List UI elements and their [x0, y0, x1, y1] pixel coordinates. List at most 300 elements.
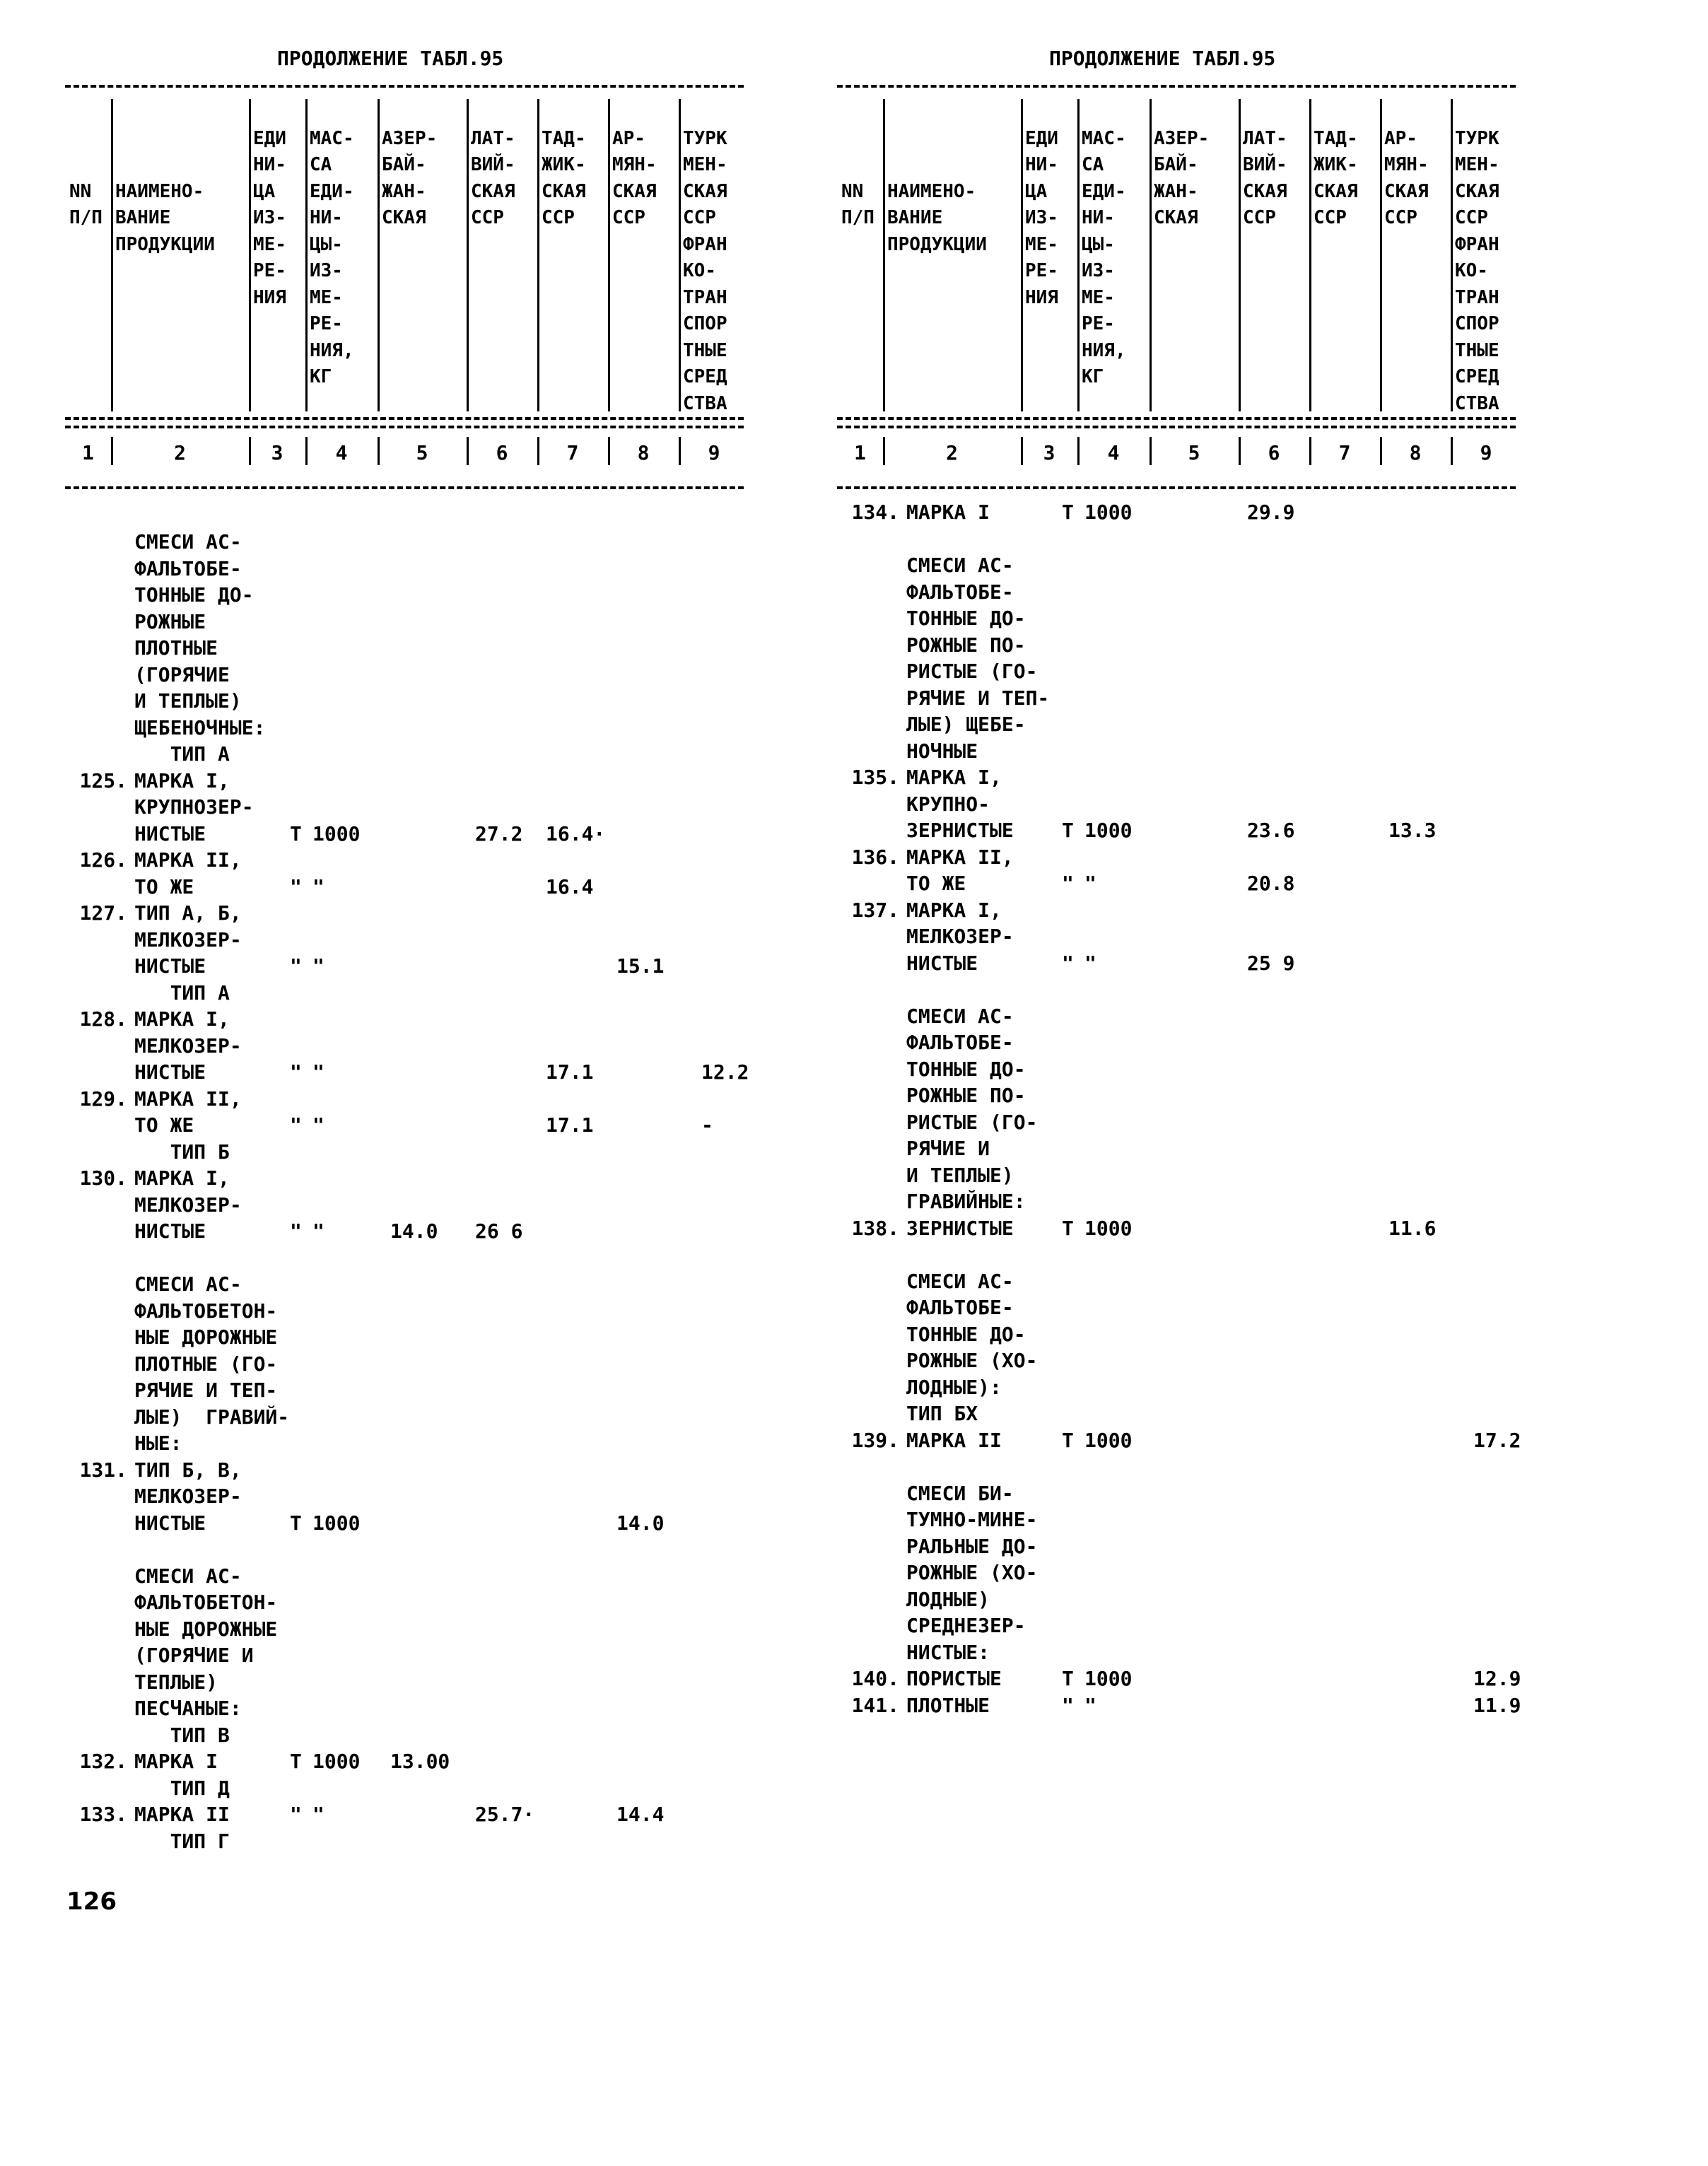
- table-row: [65, 1642, 814, 1669]
- table-row: [65, 1165, 814, 1192]
- header-divider: [111, 99, 113, 411]
- table-rule-line: [837, 417, 1516, 420]
- table-row: [837, 1188, 1586, 1215]
- row-name: СМЕСИ АС-: [906, 554, 1014, 577]
- table-row: [65, 1695, 814, 1722]
- row-name: РЯЧИЕ И ТЕП-: [134, 1378, 278, 1402]
- row-name: МАРКА I,: [134, 1166, 230, 1190]
- column-number: 7: [566, 441, 579, 464]
- row-num: 130.: [79, 1166, 127, 1190]
- row-tm: 12.2: [701, 1060, 749, 1084]
- table-row: [65, 662, 814, 689]
- table-row: [65, 635, 814, 662]
- table-row: [837, 1427, 1586, 1454]
- row-name: МАРКА II,: [134, 1087, 242, 1111]
- row-mass: ": [1084, 872, 1096, 895]
- column-header-tm: ТУРК МЕН- СКАЯ ССР ФРАН КО- ТРАН СПОР ТНЫЕ СРЕД СТВА: [683, 127, 727, 414]
- table-row: [837, 1162, 1586, 1189]
- row-name: ПЕСЧАНЫЕ:: [134, 1697, 242, 1720]
- table-row: [837, 658, 1586, 685]
- column-header-mass: МАС- СА ЕДИ- НИ- ЦЫ- ИЗ- МЕ- РЕ- НИЯ, КГ: [1082, 127, 1126, 387]
- row-name: ПЛОТНЫЕ (ГО-: [134, 1352, 278, 1376]
- row-name: НЫЕ ДОРОЖНЫЕ: [134, 1617, 278, 1641]
- header-divider: [378, 99, 380, 411]
- continuation-title: ПРОДОЛЖЕНИЕ ТАБЛ.95: [1049, 47, 1276, 70]
- table-row: [837, 950, 1586, 977]
- row-az: 14.0: [390, 1219, 438, 1243]
- header-divider: [537, 99, 539, 411]
- row-name: СМЕСИ АС-: [906, 1269, 1014, 1293]
- header-divider: [1021, 99, 1023, 411]
- row-name: НЫЕ:: [134, 1432, 182, 1455]
- column-number: 6: [1268, 441, 1280, 464]
- table-row: [65, 847, 814, 874]
- table-row: [837, 1559, 1586, 1586]
- table-row: [837, 923, 1586, 950]
- row-unit: ": [290, 1803, 302, 1826]
- table-row: [65, 1059, 814, 1086]
- table-row: [837, 1533, 1586, 1560]
- column-header-nn: NN П/П: [69, 180, 103, 228]
- column-number: 3: [1043, 441, 1055, 464]
- row-unit: ": [1062, 872, 1074, 895]
- row-num: 133.: [79, 1803, 127, 1826]
- table-row: [837, 552, 1586, 579]
- row-num: 139.: [851, 1428, 899, 1452]
- header-divider: [1451, 99, 1453, 411]
- header-divider: [679, 99, 681, 411]
- column-number: 1: [82, 441, 94, 464]
- table-row: [837, 1400, 1586, 1427]
- column-number: 2: [174, 441, 186, 464]
- table-row: [65, 529, 814, 556]
- table-row: [65, 1139, 814, 1166]
- row-name: РИСТЫЕ (ГО-: [906, 660, 1038, 683]
- table-row: [837, 791, 1586, 818]
- row-tm: -: [701, 1113, 713, 1137]
- table-row: [837, 605, 1586, 632]
- column-header-name: НАИМЕНО- ВАНИЕ ПРОДУКЦИИ: [115, 180, 215, 255]
- table-row: [65, 1430, 814, 1457]
- column-header-unit: ЕДИ НИ- ЦА ИЗ- МЕ- РЕ- НИЯ: [1025, 127, 1058, 308]
- table-row: [65, 1457, 814, 1484]
- table-row: [65, 768, 814, 795]
- table-row: [65, 980, 814, 1007]
- row-name: СМЕСИ АС-: [906, 1004, 1014, 1028]
- column-header-az: АЗЕР- БАЙ- ЖАН- СКАЯ: [1154, 127, 1210, 228]
- table-row: [837, 711, 1586, 738]
- row-mass: ": [1084, 951, 1096, 975]
- table-rule-line: [65, 486, 744, 489]
- row-name: НЫЕ ДОРОЖНЫЕ: [134, 1325, 278, 1349]
- row-mass: 1000: [1084, 1667, 1133, 1690]
- row-num: 125.: [79, 768, 127, 792]
- table-row: [65, 1218, 814, 1245]
- row-num: 132.: [79, 1750, 127, 1773]
- row-unit: Т: [1062, 1667, 1074, 1690]
- row-name: ТИП Г: [134, 1829, 230, 1853]
- row-az: 13.00: [390, 1750, 450, 1773]
- row-name: МАРКА II,: [906, 845, 1014, 869]
- table-row: [837, 817, 1586, 844]
- row-name: ПОРИСТЫЕ: [906, 1667, 1002, 1690]
- row-mass: 1000: [312, 821, 361, 845]
- row-name: МЕЛКОЗЕР-: [134, 1034, 242, 1058]
- row-name: И ТЕПЛЫЕ): [906, 1163, 1014, 1187]
- row-mass: 1000: [312, 1511, 361, 1535]
- row-name: РЯЧИЕ И ТЕП-: [906, 686, 1050, 710]
- column-number: 7: [1338, 441, 1351, 464]
- row-name: ТИП А: [134, 742, 230, 766]
- table-row: [837, 1374, 1586, 1401]
- row-unit: ": [290, 1219, 302, 1243]
- table-row: [65, 715, 814, 742]
- row-name: ТОННЫЕ ДО-: [906, 607, 1026, 630]
- row-name: МАРКА I,: [906, 898, 1002, 922]
- column-header-lv: ЛАТ- ВИЙ- СКАЯ ССР: [471, 127, 515, 228]
- table-row: [837, 1666, 1586, 1692]
- row-lv: 29.9: [1247, 500, 1295, 524]
- row-name: НИСТЫЕ: [134, 821, 206, 845]
- row-num: 126.: [79, 848, 127, 872]
- row-name: ТОННЫЕ ДО-: [134, 583, 254, 607]
- row-name: МЕЛКОЗЕР-: [906, 925, 1014, 948]
- column-number: 8: [637, 441, 650, 464]
- column-number: 8: [1409, 441, 1422, 464]
- table-row: [65, 1589, 814, 1616]
- table-row: [65, 1192, 814, 1219]
- header-divider: [608, 99, 610, 411]
- column-number: 6: [496, 441, 508, 464]
- column-header-az: АЗЕР- БАЙ- ЖАН- СКАЯ: [382, 127, 438, 228]
- row-name: НИСТЫЕ: [134, 1060, 206, 1084]
- table-row: [837, 1639, 1586, 1666]
- header-divider: [1077, 99, 1080, 411]
- row-name: ЛОДНЫЕ):: [906, 1375, 1002, 1399]
- row-name: ТО ЖЕ: [906, 872, 966, 895]
- table-row: [837, 1215, 1586, 1242]
- row-mass: 1000: [1084, 1216, 1133, 1240]
- row-name: РИСТЫЕ (ГО-: [906, 1110, 1038, 1134]
- row-name: МЕЛКОЗЕР-: [134, 1193, 242, 1217]
- table-row: [65, 1006, 814, 1033]
- table-row: [65, 582, 814, 609]
- row-unit: ": [290, 1060, 302, 1084]
- row-name: ЩЕБЕНОЧНЫЕ:: [134, 715, 266, 739]
- row-name: ЛОДНЫЕ): [906, 1587, 990, 1611]
- row-num: 127.: [79, 901, 127, 925]
- row-name: ФАЛЬТОБЕТОН-: [134, 1299, 278, 1323]
- table-row: [65, 1563, 814, 1590]
- row-name: ТИП Б, В,: [134, 1458, 242, 1482]
- table-row: [65, 1271, 814, 1298]
- row-name: ТИП А, Б,: [134, 901, 242, 925]
- row-name: ЗЕРНИСТЫЕ: [906, 1216, 1014, 1240]
- column-header-mass: МАС- СА ЕДИ- НИ- ЦЫ- ИЗ- МЕ- РЕ- НИЯ, КГ: [310, 127, 354, 387]
- row-name: КРУПНОЗЕР-: [134, 795, 254, 819]
- table-row: [837, 844, 1586, 871]
- table-row: [837, 1347, 1586, 1374]
- row-name: ЛЫЕ) ГРАВИЙ-: [134, 1405, 290, 1429]
- table-row: [837, 1321, 1586, 1348]
- row-unit: Т: [290, 1750, 302, 1773]
- column-header-tj: ТАД- ЖИК- СКАЯ ССР: [1314, 127, 1358, 228]
- row-unit: ": [1062, 1693, 1074, 1717]
- table-row: [65, 1112, 814, 1139]
- table-row: [837, 1506, 1586, 1533]
- row-lv: 27.2: [475, 821, 523, 845]
- table-row: [65, 1298, 814, 1325]
- row-name: СМЕСИ АС-: [134, 1272, 242, 1296]
- header-divider: [249, 99, 251, 411]
- row-tm: 12.9: [1473, 1667, 1521, 1690]
- row-name: (ГОРЯЧИЕ И: [134, 1644, 254, 1667]
- table-rule-line: [65, 85, 744, 88]
- table-rule-line: [837, 486, 1516, 489]
- row-name: ТОННЫЕ ДО-: [906, 1057, 1026, 1081]
- row-name: ПЛОТНЫЕ: [906, 1693, 990, 1717]
- row-mass: ": [1084, 1693, 1096, 1717]
- table-row: [837, 632, 1586, 659]
- column-header-name: НАИМЕНО- ВАНИЕ ПРОДУКЦИИ: [887, 180, 987, 255]
- row-name: СРЕДНЕЗЕР-: [906, 1614, 1026, 1637]
- row-tm: 11.9: [1473, 1693, 1521, 1717]
- table-row: [837, 738, 1586, 765]
- header-divider: [1309, 99, 1311, 411]
- row-num: 128.: [79, 1007, 127, 1031]
- row-unit: ": [290, 874, 302, 898]
- row-name: КРУПНО-: [906, 792, 990, 816]
- row-name: РОЖНЫЕ (ХО-: [906, 1561, 1038, 1584]
- table-row: [65, 1351, 814, 1378]
- table-row: [65, 794, 814, 821]
- table-rule-line: [65, 426, 744, 428]
- continuation-title: ПРОДОЛЖЕНИЕ ТАБЛ.95: [277, 47, 504, 70]
- row-num: 140.: [851, 1667, 899, 1690]
- row-name: НИСТЫЕ:: [906, 1640, 990, 1664]
- row-name: РАЛЬНЫЕ ДО-: [906, 1534, 1038, 1558]
- table-row: [837, 1056, 1586, 1083]
- row-name: ТОННЫЕ ДО-: [906, 1322, 1026, 1346]
- table-row: [65, 953, 814, 980]
- table-rule-line: [65, 417, 744, 420]
- header-divider: [467, 99, 469, 411]
- row-num: 131.: [79, 1458, 127, 1482]
- table-row: [837, 1268, 1586, 1295]
- table-row: [65, 1086, 814, 1113]
- row-name: ГРАВИЙНЫЕ:: [906, 1190, 1026, 1213]
- row-name: МАРКА II,: [134, 848, 242, 872]
- table-row: [65, 900, 814, 927]
- column-number: 9: [708, 441, 720, 464]
- row-num: 135.: [851, 766, 899, 789]
- header-divider: [305, 99, 308, 411]
- row-name: ПЛОТНЫЕ: [134, 636, 218, 660]
- table-row: [65, 1483, 814, 1510]
- row-name: НОЧНЫЕ: [906, 739, 978, 763]
- table-row: [837, 1612, 1586, 1639]
- column-number: 5: [1188, 441, 1200, 464]
- row-name: МАРКА I: [134, 1750, 218, 1773]
- table-row: [837, 685, 1586, 712]
- table-row: [65, 1828, 814, 1855]
- row-unit: Т: [290, 1511, 302, 1535]
- column-header-nn: NN П/П: [841, 180, 875, 228]
- column-header-tm: ТУРК МЕН- СКАЯ ССР ФРАН КО- ТРАН СПОР ТНЫЕ СРЕД СТВА: [1455, 127, 1499, 414]
- row-name: ЗЕРНИСТЫЕ: [906, 819, 1014, 842]
- row-mass: ": [312, 1060, 324, 1084]
- row-name: МАРКА I,: [906, 766, 1002, 789]
- table-row: [65, 1404, 814, 1431]
- row-mass: 1000: [1084, 1428, 1133, 1452]
- column-number: 5: [416, 441, 428, 464]
- column-number: 4: [1107, 441, 1120, 464]
- row-num: 136.: [851, 845, 899, 869]
- row-tj: 16.4·: [546, 821, 606, 845]
- row-lv: 20.8: [1247, 872, 1295, 895]
- column-header-lv: ЛАТ- ВИЙ- СКАЯ ССР: [1243, 127, 1287, 228]
- row-name: ФАЛЬТОБЕ-: [906, 1031, 1014, 1054]
- row-name: И ТЕПЛЫЕ): [134, 689, 242, 713]
- column-number: 4: [335, 441, 348, 464]
- row-mass: ": [312, 1219, 324, 1243]
- table-row: [837, 1135, 1586, 1162]
- table-row: [837, 870, 1586, 897]
- row-name: РОЖНЫЕ: [134, 609, 206, 633]
- table-row: [65, 1775, 814, 1802]
- row-num: 129.: [79, 1087, 127, 1111]
- row-lv: 23.6: [1247, 819, 1295, 842]
- row-lv: 26 6: [475, 1219, 523, 1243]
- table-row: [837, 764, 1586, 791]
- row-mass: 1000: [312, 1750, 361, 1773]
- row-name: НИСТЫЕ: [906, 951, 978, 975]
- column-number: 2: [946, 441, 958, 464]
- row-mass: ": [312, 874, 324, 898]
- page-number: 126: [66, 1887, 117, 1916]
- row-mass: ": [312, 1803, 324, 1826]
- row-name: МЕЛКОЗЕР-: [134, 1485, 242, 1508]
- left-table-column: [0, 0, 806, 2166]
- row-name: МАРКА I,: [134, 1007, 230, 1031]
- column-number: 1: [854, 441, 866, 464]
- table-row: [65, 1616, 814, 1643]
- table-row: [65, 1510, 814, 1537]
- row-name: РОЖНЫЕ ПО-: [906, 1084, 1026, 1107]
- row-tm: 17.2: [1473, 1428, 1521, 1452]
- header-divider: [883, 99, 885, 411]
- row-name: РЯЧИЕ И: [906, 1137, 990, 1160]
- table-row: [65, 821, 814, 848]
- row-num: 138.: [851, 1216, 899, 1240]
- column-header-am: АР- МЯН- СКАЯ ССР: [612, 127, 657, 228]
- table-row: [837, 1109, 1586, 1136]
- table-row: [837, 1294, 1586, 1321]
- row-name: ТО ЖЕ: [134, 1113, 194, 1137]
- row-name: ТИП В: [134, 1723, 230, 1747]
- row-name: ТИП А: [134, 980, 230, 1005]
- row-unit: Т: [1062, 1216, 1074, 1240]
- row-tj: 16.4: [546, 874, 594, 898]
- table-row: [837, 499, 1586, 526]
- row-num: 141.: [851, 1693, 899, 1717]
- row-unit: ": [290, 1113, 302, 1137]
- row-unit: Т: [290, 821, 302, 845]
- row-name: СМЕСИ БИ-: [906, 1481, 1014, 1505]
- row-unit: Т: [1062, 1428, 1074, 1452]
- table-row: [65, 1033, 814, 1060]
- row-unit: Т: [1062, 500, 1074, 524]
- table-row: [837, 1692, 1586, 1719]
- row-tj: 17.1: [546, 1113, 594, 1137]
- row-lv: 25.7·: [475, 1803, 535, 1826]
- row-mass: ": [312, 954, 324, 978]
- row-am: 14.0: [616, 1511, 665, 1535]
- header-divider: [1239, 99, 1241, 411]
- table-row: [65, 609, 814, 636]
- row-tj: 17.1: [546, 1060, 594, 1084]
- table-row: [65, 1669, 814, 1696]
- row-mass: 1000: [1084, 819, 1133, 842]
- row-name: НИСТЫЕ: [134, 954, 206, 978]
- table-row: [837, 897, 1586, 924]
- row-name: РОЖНЫЕ (ХО-: [906, 1349, 1038, 1372]
- table-rule-line: [837, 85, 1516, 88]
- row-unit: ": [1062, 951, 1074, 975]
- row-name: НИСТЫЕ: [134, 1511, 206, 1535]
- column-number: 3: [271, 441, 283, 464]
- row-name: ФАЛЬТОБЕТОН-: [134, 1591, 278, 1614]
- table-row: [65, 1377, 814, 1404]
- row-name: (ГОРЯЧИЕ: [134, 662, 230, 686]
- row-name: МАРКА II: [906, 1428, 1002, 1452]
- header-divider: [1150, 99, 1152, 411]
- row-name: ФАЛЬТОБЕ-: [134, 556, 242, 580]
- table-row: [837, 1480, 1586, 1507]
- row-am: 14.4: [616, 1803, 665, 1826]
- row-name: ЛЫЕ) ЩЕБЕ-: [906, 713, 1026, 736]
- table-row: [837, 1003, 1586, 1030]
- table-row: [65, 1801, 814, 1828]
- row-name: МЕЛКОЗЕР-: [134, 927, 242, 952]
- column-header-am: АР- МЯН- СКАЯ ССР: [1384, 127, 1429, 228]
- column-header-tj: ТАД- ЖИК- СКАЯ ССР: [542, 127, 586, 228]
- table-row: [65, 874, 814, 901]
- table-row: [65, 556, 814, 583]
- column-header-unit: ЕДИ НИ- ЦА ИЗ- МЕ- РЕ- НИЯ: [253, 127, 286, 308]
- right-table-column: [772, 0, 1578, 2166]
- table-row: [65, 688, 814, 715]
- table-row: [65, 1748, 814, 1775]
- row-name: ТУМНО-МИНЕ-: [906, 1508, 1038, 1531]
- row-name: ТИП БХ: [906, 1402, 978, 1425]
- row-name: ТЕПЛЫЕ): [134, 1670, 218, 1694]
- row-am: 13.3: [1388, 819, 1437, 842]
- row-name: РОЖНЫЕ ПО-: [906, 633, 1026, 657]
- row-name: МАРКА I: [906, 500, 990, 524]
- row-mass: ": [312, 1113, 324, 1137]
- table-row: [837, 579, 1586, 606]
- row-num: 134.: [851, 500, 899, 524]
- row-name: МАРКА I,: [134, 768, 230, 792]
- row-mass: 1000: [1084, 500, 1133, 524]
- row-name: СМЕСИ АС-: [134, 530, 242, 554]
- row-name: ТО ЖЕ: [134, 874, 194, 898]
- table-row: [65, 1324, 814, 1351]
- column-number: 9: [1480, 441, 1492, 464]
- row-am: 15.1: [616, 954, 665, 978]
- table-row: [837, 1586, 1586, 1613]
